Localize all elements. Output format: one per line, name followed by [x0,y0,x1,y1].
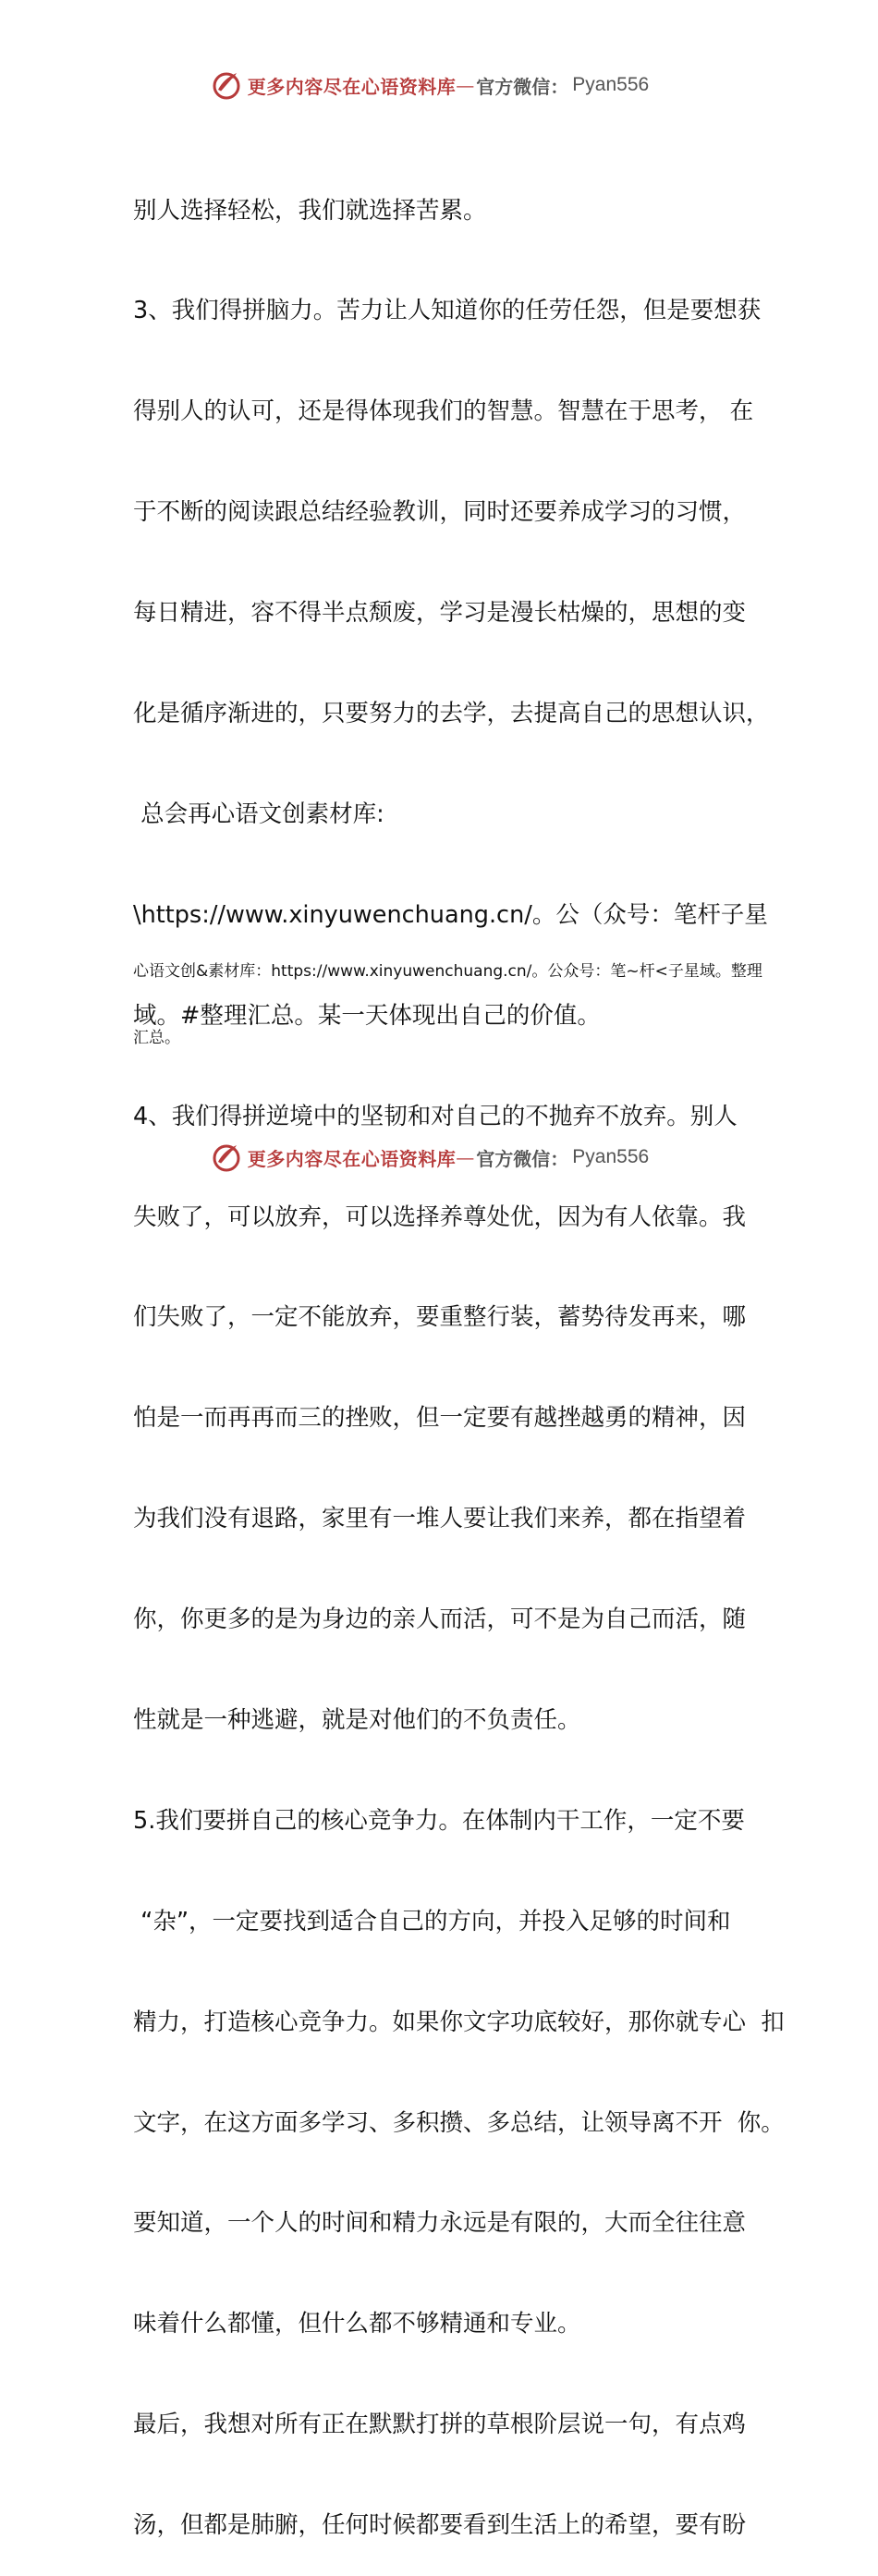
source-note-line: 汇总。 [133,1029,180,1047]
banner-dash: — [456,74,475,96]
source-note-line: 心语文创&素材库：https://www.xinyuwenchuang.cn/。公众号：笔~杆<子星域。整理 [133,962,762,981]
body-line: 总会再心语文创素材库: [133,800,384,828]
body-line: 5.我们要拼自己的核心竞争力。在体制内干工作，一定不要 [133,1806,745,1835]
body-line: 域。#整理汇总。某一天体现出自己的价值。 [133,1001,601,1030]
body-line: 4、我们得拼逆境中的坚韧和对自己的不抛弃不放弃。别人 [133,1102,738,1130]
body-line: 得别人的认可，还是得体现我们的智慧。智慧在于思考， 在 [133,397,754,426]
body-line: 文字，在这方面多学习、多积攒、多总结，让领导离不开 你。 [133,2108,785,2137]
banner-wechat-id: Pyan556 [572,74,650,95]
body-line: 怕是一而再再而三的挫败，但一定要有越挫越勇的精神，因 [133,1404,747,1433]
body-line: \https://www.xinyuwenchuang.cn/。公（众号：笔杆子星 [133,900,768,929]
header-watermark-banner [0,67,878,104]
source-note [133,916,771,1071]
body-line: 要知道，一个人的时间和精力永远是有限的，大而全往往意 [133,2209,747,2238]
footer-watermark-banner [0,1139,878,1176]
body-line: 们失败了，一定不能放弃，要重整行装，蓄势待发再来，哪 [133,1303,747,1332]
body-line: 你，你更多的是为身边的亲人而活，可不是为自己而活，随 [133,1605,747,1634]
banner-wechat-label: 官方微信： [476,1147,569,1170]
article-body [133,127,785,2576]
body-line: 最后，我想对所有正在默默打拼的草根阶层说一句，有点鸡 [133,2411,747,2439]
quill-logo-icon [211,1141,242,1173]
banner-text: 更多内容尽在心语资料库 [247,1147,457,1170]
body-line: 性就是一种逃避，就是对他们的不负责任。 [133,1705,581,1734]
banner-wechat-label: 官方微信： [476,75,569,98]
banner-dash: — [456,1146,475,1168]
body-line: 化是循序渐进的，只要努力的去学，去提高自己的思想认识， [133,700,770,728]
body-line: 3、我们得拼脑力。苦力让人知道你的任劳任怨，但是要想获 [133,297,762,325]
body-line: 失败了，可以放弃，可以选择养尊处优，因为有人依靠。我 [133,1203,747,1231]
body-line: 味着什么都懂，但什么都不够精通和专业。 [133,2310,581,2338]
body-line: 精力，打造核心竞争力。如果你文字功底较好，那你就专心 扣 [133,2008,785,2036]
body-line: 别人选择轻松，我们就选择苦累。 [133,196,487,225]
quill-logo-icon [211,69,242,101]
banner-text: 更多内容尽在心语资料库 [247,75,457,98]
body-line: 于不断的阅读跟总结经验教训，同时还要养成学习的习惯， [133,498,747,527]
banner-wechat-id: Pyan556 [572,1146,650,1167]
body-line: 汤，但都是肺腑，任何时候都要看到生活上的希望，要有盼 [133,2511,747,2540]
body-line: 为我们没有退路，家里有一堆人要让我们来养，都在指望着 [133,1505,747,1533]
body-line: “杂”，一定要找到适合自己的方向，并投入足够的时间和 [133,1907,731,1935]
body-line: 每日精进，容不得半点颓废，学习是漫长枯燥的，思想的变 [133,599,747,628]
